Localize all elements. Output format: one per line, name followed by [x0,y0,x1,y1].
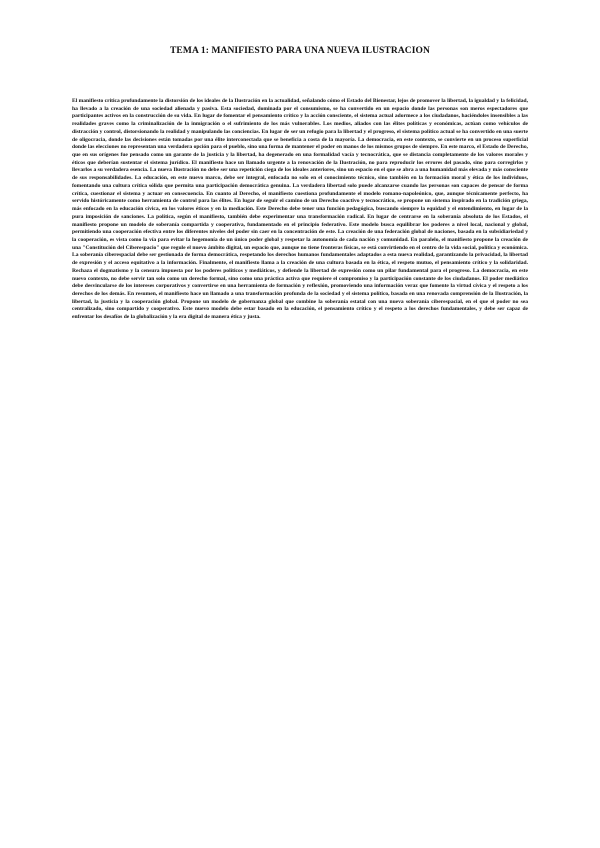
document-title: TEMA 1: MANIFIESTO PARA UNA NUEVA ILUSTRACION [170,46,430,56]
document-body-paragraph: El manifiesto critica profundamente la distorsión de los ideales de la Ilustración en la actualidad, señalando cómo el Estado del Bienestar, lejos de promover la libertad, la igualdad y la felicidad, ha llevado a la creación de una sociedad alienada y pasiva. Esta sociedad, dominada por el consumismo, se ha convertido en un espacio donde las personas son meros espectadores que participantes activos en la construcción de su vida. En lugar de fomentar el pensamiento crítico y la acción consciente, el sistema actual adormece a los ciudadanos, haciéndoles insensibles a las realidades graves como la criminalización de la inmigración o el sufrimiento de los más vulnerables. Los medios, aliados con las élites políticas y económicas, actúan como vehículos de distracción y control, distorsionando la realidad y manipulando las conciencias. En lugar de ser un refugio para la libertad y el progreso, el sistema político actual se ha convertido en una suerte de oligocracia, donde las decisiones están tomadas por una élite interconectada que se beneficia a costa de la mayoría. La democracia, en este contexto, se convierte en un proceso superficial donde las elecciones no representan una verdadera opción para el pueblo, sino una forma de mantener el poder en manos de los mismos grupos de siempre. En este marco, el Estado de Derecho, que en sus orígenes fue pensado como un garante de la justicia y la libertad, ha degenerado en una formalidad vacía y tecnocrática, que se distancia completamente de los valores morales y éticos que deberían sustentar el sistema jurídico. El manifiesto hace un llamado urgente a la renovación de la Ilustración, no para reproducir los errores del pasado, sino para corregirlos y llevarlos a su verdadera esencia. La nueva Ilustración no debe ser una repetición ciega de los ideales anteriores, sino un espacio en el que se abra a una humanidad más elevada y más consciente de sus responsabilidades. La educación, en este nuevo marco, debe ser integral, enfocada no solo en el conocimiento técnico, sino también en la formación moral y ética de los individuos, fomentando una cultura crítica sólida que permita una participación democrática genuina. La verdadera libertad solo puede alcanzarse cuando las personas son capaces de pensar de forma crítica, cuestionar el sistema y actuar en consecuencia. En cuanto al Derecho, el manifiesto cuestiona profundamente el modelo romano-napoleónico, que, aunque técnicamente perfecto, ha servido históricamente como herramienta de control para las élites. En lugar de seguir el camino de un Derecho coactivo y tecnocrático, se propone un sistema inspirado en la tradición griega, más enfocado en la educación cívica, en los valores éticos y en la mediación. Este Derecho debe tener una función pedagógica, buscando siempre la equidad y el entendimiento, en lugar de la pura imposición de sanciones. La política, según el manifiesto, también debe experimentar una transformación radical. En lugar de centrarse en la soberanía absoluta de los Estados, el manifiesto propone un modelo de soberanía compartida y cooperativa, fundamentado en el principio federativo. Este modelo busca equilibrar los poderes a nivel local, nacional y global, permitiendo una cooperación efectiva entre los diferentes niveles del poder sin caer en la concentración de este. La creación de una federación global de naciones, basada en la subsidiariedad y la cooperación, es vista como la vía para evitar la hegemonía de un único poder global y respetar la autonomía de cada nación y comunidad. En paralelo, el manifiesto propone la creación de una "Constitución del Ciberespacio" que regule el nuevo ámbito digital, un espacio que, aunque no tiene fronteras físicas, se está convirtiendo en el centro de la vida social, política y económica. La soberanía ciberespacial debe ser gestionada de forma democrática, respetando los derechos humanos fundamentales adaptados a esta nueva realidad, garantizando la privacidad, la libertad de expresión y el acceso equitativo a la información. Finalmente, el manifiesto llama a la creación de una cultura basada en la ética, el respeto mutuo, el pensamiento crítico y la solidaridad. Rechaza el dogmatismo y la censura impuesta por los poderes políticos y mediáticos, y defiende la libertad de expresión como un pilar fundamental para el progreso. La democracia, en este nuevo contexto, no debe servir tan solo como un derecho formal, sino como una práctica activa que requiere el compromiso y la participación constante de los ciudadanos. El poder mediático debe desvincularse de los intereses corporativos y convertirse en una herramienta de formación y reflexión, promoviendo una información veraz que fomente la virtud cívica y el respeto a los derechos de los demás. En resumen, el manifiesto hace un llamado a una transformación profunda de la sociedad y el sistema político, basada en una renovada comprensión de la Ilustración, la libertad, la justicia y la cooperación global. Propone un modelo de gobernanza global que combine la soberanía estatal con una nueva soberanía ciberespacial, en el que el poder no sea centralizado, sino compartido y cooperativo. Este nuevo modelo debe estar basado en la educación, el pensamiento crítico y el respeto a los derechos fundamentales, y debe ser capaz de enfrentar los desafíos de la globalización y la era digital de manera ética y justa. [72,98,528,321]
